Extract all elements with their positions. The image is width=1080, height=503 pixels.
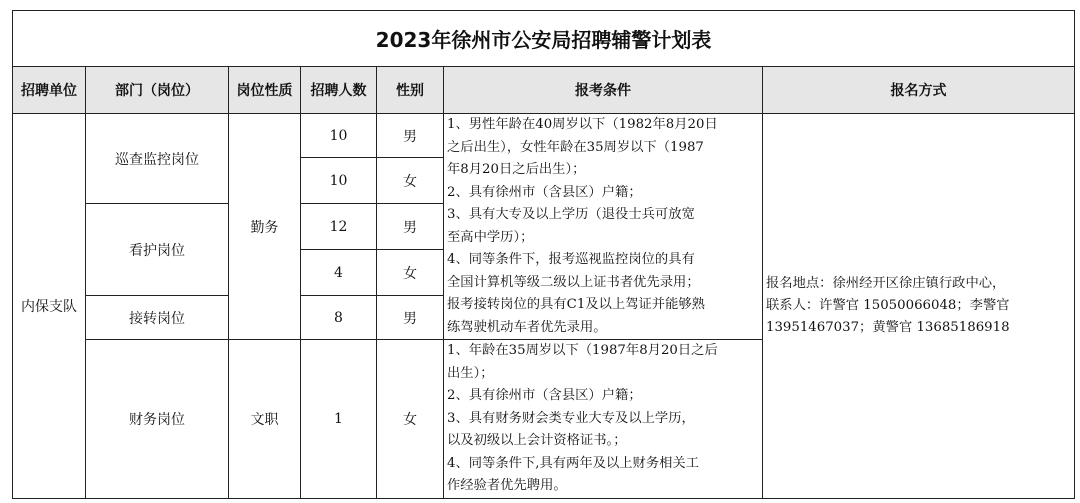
gender-cell: 女: [377, 340, 444, 499]
condition-line: 4、同等条件下,具有两年及以上财务相关工: [447, 455, 700, 471]
condition-line: 年8月20日之后出生）；: [447, 162, 586, 177]
condition-line: 3、具有财务财会类专业大专及以上学历，: [447, 410, 695, 426]
department-cell: 巡查监控岗位: [86, 114, 229, 204]
condition-line: 全国计算机等级二级以上证书者优先录用；: [447, 274, 700, 290]
condition-line: 1、男性年龄在40周岁以下（1982年8月20日: [447, 117, 718, 132]
condition-line: 报考接转岗位的具有C1及以上驾证并能够熟: [447, 297, 705, 312]
table-title: 2023年徐州市公安局招聘辅警计划表: [13, 11, 1075, 67]
signup-line: 联系人：许警官 15050066048；李警官: [766, 297, 1010, 313]
count-cell: 8: [301, 296, 377, 340]
condition-line: 1、年龄在35周岁以下（1987年8月20日之后: [447, 343, 718, 358]
conditions-clerk-cell: [444, 340, 763, 499]
header-signup: 报名方式: [763, 67, 1075, 114]
count-cell: 12: [301, 204, 377, 250]
header-nature: 岗位性质: [229, 67, 301, 114]
condition-line: 2、具有徐州市（含县区）户籍；: [447, 388, 642, 403]
header-gender: 性别: [377, 67, 444, 114]
header-conditions: 报考条件: [444, 67, 763, 114]
recruitment-table: [12, 10, 1075, 499]
department-cell: 看护岗位: [86, 204, 229, 296]
condition-line: 之后出生），女性年龄在35周岁以下（1987: [447, 139, 704, 155]
gender-cell: 男: [377, 204, 444, 250]
gender-cell: 男: [377, 296, 444, 340]
count-cell: 10: [301, 158, 377, 204]
gender-cell: 女: [377, 158, 444, 204]
condition-line: 出生）；: [447, 365, 494, 381]
gender-cell: 男: [377, 114, 444, 158]
nature-cell: 文职: [229, 340, 301, 499]
signup-cell: [763, 114, 1075, 499]
nature-cell: 勤务: [229, 114, 301, 340]
department-cell: 接转岗位: [86, 296, 229, 340]
count-cell: 1: [301, 340, 377, 499]
header-department: 部门（岗位）: [86, 67, 229, 114]
department-cell: 财务岗位: [86, 340, 229, 499]
signup-line: 报名地点：徐州经开区徐庄镇行政中心，: [766, 275, 1006, 291]
condition-line: 练驾驶机动车者优先录用。: [447, 319, 607, 335]
header-unit: 招聘单位: [13, 67, 86, 114]
conditions-duty-cell: [444, 114, 763, 340]
header-row: [13, 67, 1075, 114]
condition-line: 3、具有大专及以上学历（退役士兵可放宽: [447, 207, 695, 222]
count-cell: 4: [301, 250, 377, 296]
table-row: [13, 114, 1075, 158]
unit-cell: 内保支队: [13, 114, 86, 499]
condition-line: 至高中学历）；: [447, 229, 534, 245]
count-cell: 10: [301, 114, 377, 158]
gender-cell: 女: [377, 250, 444, 296]
condition-line: 4、同等条件下，报考巡视监控岗位的具有: [447, 252, 695, 267]
condition-line: 以及初级以上会计资格证书。；: [447, 433, 627, 448]
condition-line: 作经验者优先聘用。: [447, 478, 567, 493]
condition-line: 2、具有徐州市（含县区）户籍；: [447, 184, 642, 200]
header-count: 招聘人数: [301, 67, 377, 114]
signup-line: 13951467037；黄警官 13685186918: [766, 319, 1010, 335]
